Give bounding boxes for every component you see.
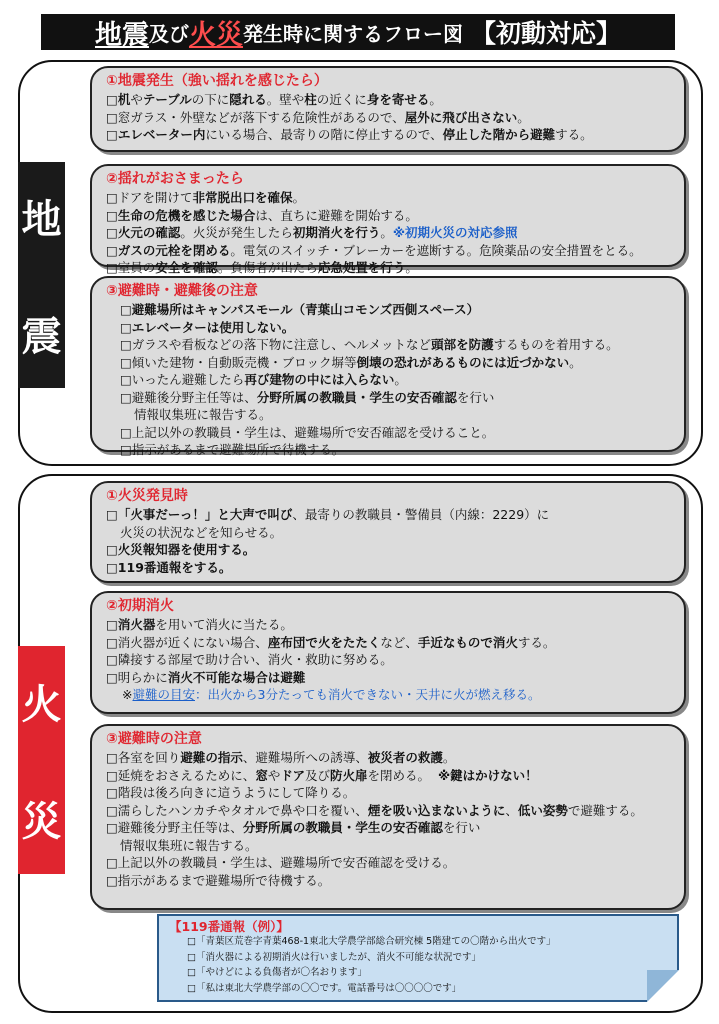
step-heading: ③避難時・避難後の注意 — [106, 283, 258, 299]
list-item: □机やテーブルの下に隠れる。壁や柱の近くに身を寄せる。 — [106, 92, 442, 107]
example-line: □「私は東北大学農学部の〇〇です。電話番号は〇〇〇〇です」 — [187, 982, 462, 994]
list-item: □119番通報をする。 — [106, 559, 232, 575]
earthquake-side-label — [18, 162, 65, 388]
page-fold-corner — [647, 970, 679, 1002]
list-item: □火災報知器を使用する。 — [106, 542, 256, 557]
title-and: 及び — [148, 21, 189, 46]
list-item: □隣接する部屋で助け合い、消火・救助に努める。 — [106, 652, 393, 667]
list-item: □傾いた建物・自動販売機・ブロック塀等倒壊の恐れがあるものには近づかない。 — [120, 354, 582, 370]
side-char: 災 — [21, 799, 62, 845]
list-item: □上記以外の教職員・学生は、避難場所で安否確認を受ける。 — [106, 855, 456, 870]
fire-step-1 — [90, 481, 686, 583]
example-heading: 【119番通報（例）】 — [169, 919, 289, 934]
quake-step-1 — [90, 66, 686, 152]
page-title — [41, 14, 675, 50]
list-item: □ドアを開けて非常脱出口を確保。 — [106, 190, 305, 205]
fire-side-label — [18, 646, 65, 874]
list-item: □濡らしたハンカチやタオルで鼻や口を覆い、煙を吸い込まないように、低い姿勢で避難する。 — [106, 802, 643, 818]
title-initial-response: 【初動対応】 — [470, 19, 621, 48]
list-item: □避難場所はキャンパスモール（青葉山コモンズ西側スペース） — [120, 302, 480, 317]
list-item: □消火器を用いて消火に当たる。 — [106, 617, 293, 632]
list-item: □指示があるまで避難場所で待機する。 — [106, 872, 331, 888]
side-char: 火 — [21, 682, 62, 728]
step-heading: ②初期消火 — [106, 598, 174, 614]
list-item: □各室を回り避難の指示、避難場所への誘導、被災者の救護。 — [106, 750, 456, 765]
list-item: □生命の危機を感じた場合は、直ちに避難を開始する。 — [106, 207, 418, 223]
list-item-continued: 火災の状況などを知らせる。 — [120, 524, 283, 540]
list-item-continued: 情報収集班に報告する。 — [120, 837, 258, 853]
list-item: □窓ガラス・外壁などが落下する危険性があるので、屋外に飛び出さない。 — [106, 109, 530, 125]
list-item: □ガラスや看板などの落下物に注意し、ヘルメットなど頭部を防護するものを着用する。 — [120, 337, 619, 352]
step-heading: ②揺れがおさまったら — [106, 171, 244, 187]
list-item: □延焼をおさえるために、窓やドア及び防火扉を閉める。 ※鍵はかけない！ — [106, 767, 538, 783]
evacuation-guideline: ※避難の目安：出火から3分たっても消火できない・天井に火が燃え移る。 — [122, 687, 541, 702]
example-line: □「やけどによる負傷者が〇名おります」 — [187, 967, 367, 978]
emergency-call-example — [157, 914, 679, 1002]
list-item: □避難後分野主任等は、分野所属の教職員・学生の安否確認を行い — [120, 389, 495, 405]
step-heading: ①地震発生（強い揺れを感じたら） — [106, 73, 328, 89]
list-item: □「火事だーっ！」と大声で叫び、最寄りの教職員・警備員（内線：2229）に — [106, 507, 550, 522]
list-item: □いったん避難したら再び建物の中には入らない。 — [120, 372, 407, 387]
fire-step-3 — [90, 724, 686, 910]
title-quake: 地震 — [94, 19, 149, 51]
step-heading: ①火災発見時 — [106, 488, 188, 504]
list-item: □室員の安全を確認。負傷者が出たら応急処置を行う。 — [106, 260, 418, 275]
quake-step-2 — [90, 164, 686, 275]
list-item-continued: 情報収集班に報告する。 — [134, 407, 272, 422]
list-item: □上記以外の教職員・学生は、避難場所で安否確認を受けること。 — [120, 424, 495, 440]
reference-note: ※初期火災の対応参照 — [392, 225, 518, 240]
side-char: 地 — [21, 197, 62, 243]
example-line: □「青葉区荒巻字青葉468-1東北大学農学部総合研究棟 5階建ての〇階から出火です」 — [187, 936, 556, 947]
list-item: □消火器が近くにない場合、座布団で火をたたくなど、手近なもので消火する。 — [106, 634, 556, 650]
list-item: □火元の確認。火災が発生したら初期消火を行う。※初期火災の対応参照 — [106, 225, 518, 240]
list-item: □指示があるまで避難場所で待機する。 — [120, 442, 345, 457]
list-item: □エレベーター内にいる場合、最寄りの階に停止するので、停止した階から避難する。 — [106, 127, 593, 142]
title-flow: 発生時に関するフロー図 — [242, 21, 463, 46]
title-fire: 火災 — [188, 19, 243, 51]
fire-step-2 — [90, 591, 686, 714]
list-item: □ガスの元栓を閉める。電気のスイッチ・ブレーカーを遮断する。危険薬品の安全措置をとる。 — [106, 242, 642, 258]
side-char: 震 — [21, 314, 62, 360]
list-item: □避難後分野主任等は、分野所属の教職員・学生の安否確認を行い — [106, 820, 481, 835]
step-heading: ③避難時の注意 — [106, 731, 202, 747]
list-item: □階段は後ろ向きに這うようにして降りる。 — [106, 785, 356, 800]
example-line: □「消火器による初期消火は行いましたが、消火不可能な状況です」 — [187, 951, 481, 963]
quake-step-3 — [90, 276, 686, 457]
list-item: □明らかに消火不可能な場合は避難 — [106, 669, 306, 685]
list-item: □エレベーターは使用しない。 — [120, 319, 295, 335]
